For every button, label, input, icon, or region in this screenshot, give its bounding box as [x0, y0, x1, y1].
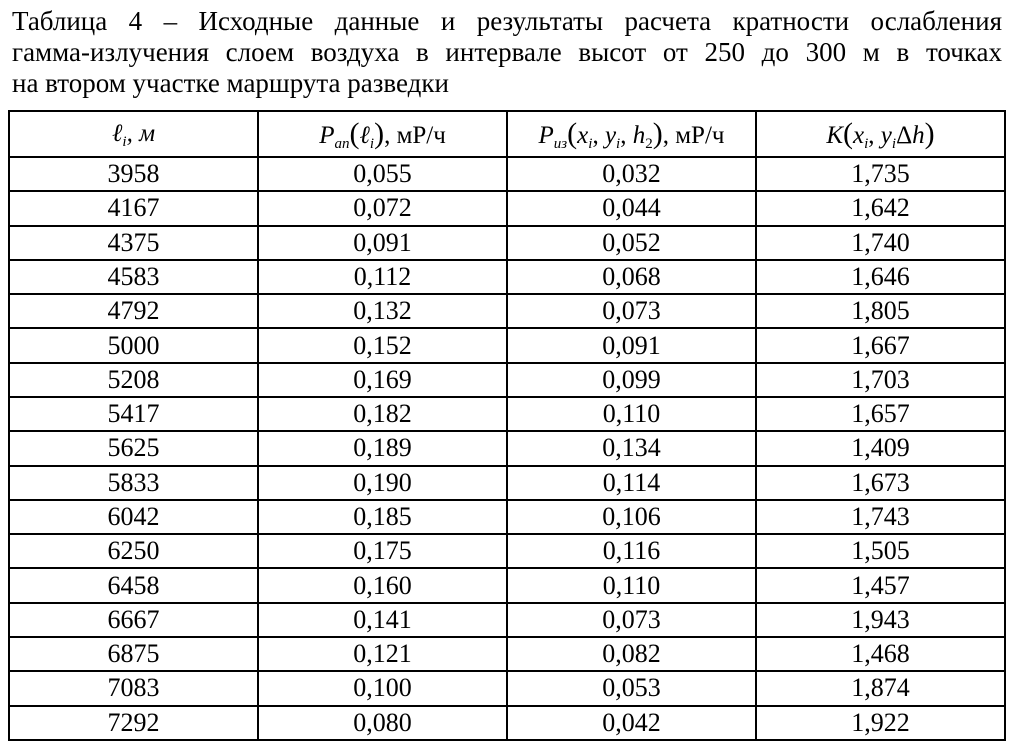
cell-attenuation: 1,409	[756, 431, 1005, 465]
cell-dose-rate-ap: 0,190	[258, 466, 507, 500]
cell-attenuation: 1,667	[756, 328, 1005, 362]
cell-distance: 6250	[9, 534, 258, 568]
table-row	[9, 191, 1005, 225]
cell-attenuation: 1,740	[756, 226, 1005, 260]
cell-distance: 6042	[9, 500, 258, 534]
table-row	[9, 671, 1005, 705]
cell-attenuation: 1,642	[756, 191, 1005, 225]
cell-attenuation: 1,922	[756, 706, 1005, 741]
cell-dose-rate-ap: 0,121	[258, 637, 507, 671]
cell-distance: 6667	[9, 603, 258, 637]
cell-attenuation: 1,874	[756, 671, 1005, 705]
table-row	[9, 226, 1005, 260]
cell-dose-rate-ap: 0,189	[258, 431, 507, 465]
cell-dose-rate-iz: 0,091	[507, 328, 756, 362]
cell-distance: 6875	[9, 637, 258, 671]
cell-dose-rate-ap: 0,055	[258, 157, 507, 191]
cell-dose-rate-ap: 0,182	[258, 397, 507, 431]
table-row	[9, 431, 1005, 465]
cell-attenuation: 1,646	[756, 260, 1005, 294]
caption-line-2: гамма-излучения слоем воздуха в интервале высот от 250 до 300 м в точках	[12, 37, 1002, 67]
cell-dose-rate-ap: 0,169	[258, 363, 507, 397]
cell-dose-rate-ap: 0,152	[258, 328, 507, 362]
header-distance: ℓ$_i$, м	[9, 111, 258, 157]
cell-attenuation: 1,943	[756, 603, 1005, 637]
table-row	[9, 397, 1005, 431]
cell-dose-rate-iz: 0,052	[507, 226, 756, 260]
data-table	[8, 110, 1006, 741]
cell-dose-rate-ap: 0,091	[258, 226, 507, 260]
cell-distance: 5000	[9, 328, 258, 362]
cell-attenuation: 1,703	[756, 363, 1005, 397]
cell-distance: 4583	[9, 260, 258, 294]
cell-dose-rate-ap: 0,100	[258, 671, 507, 705]
header-dose-rate-ap: $P_{ап}(\ell_i)$, мР/ч	[258, 111, 507, 157]
cell-dose-rate-iz: 0,114	[507, 466, 756, 500]
cell-dose-rate-iz: 0,032	[507, 157, 756, 191]
cell-dose-rate-ap: 0,175	[258, 534, 507, 568]
cell-dose-rate-iz: 0,134	[507, 431, 756, 465]
cell-distance: 5833	[9, 466, 258, 500]
cell-distance: 5625	[9, 431, 258, 465]
cell-distance: 5417	[9, 397, 258, 431]
cell-dose-rate-iz: 0,106	[507, 500, 756, 534]
cell-distance: 4167	[9, 191, 258, 225]
cell-dose-rate-ap: 0,160	[258, 568, 507, 602]
cell-distance: 4792	[9, 294, 258, 328]
cell-dose-rate-iz: 0,082	[507, 637, 756, 671]
table-row	[9, 260, 1005, 294]
table-row	[9, 328, 1005, 362]
table-row	[9, 534, 1005, 568]
cell-dose-rate-iz: 0,044	[507, 191, 756, 225]
table-row	[9, 568, 1005, 602]
header-dose-rate-iz: $P_{из}(x_i$, $y_i$, $h_2$), мР/ч	[507, 111, 756, 157]
caption-line-3: на втором участке маршрута разведки	[12, 68, 449, 98]
table-row	[9, 603, 1005, 637]
cell-distance: 7292	[9, 706, 258, 741]
cell-dose-rate-iz: 0,116	[507, 534, 756, 568]
table-row	[9, 637, 1005, 671]
cell-dose-rate-ap: 0,185	[258, 500, 507, 534]
cell-attenuation: 1,805	[756, 294, 1005, 328]
cell-dose-rate-iz: 0,068	[507, 260, 756, 294]
cell-dose-rate-iz: 0,042	[507, 706, 756, 741]
cell-attenuation: 1,457	[756, 568, 1005, 602]
cell-attenuation: 1,735	[756, 157, 1005, 191]
caption-line-1: Таблица 4 – Исходные данные и результаты расчета кратности ослабления	[12, 6, 1002, 36]
cell-dose-rate-ap: 0,112	[258, 260, 507, 294]
table-row	[9, 363, 1005, 397]
cell-dose-rate-ap: 0,132	[258, 294, 507, 328]
cell-dose-rate-iz: 0,110	[507, 397, 756, 431]
cell-distance: 3958	[9, 157, 258, 191]
table-row	[9, 157, 1005, 191]
cell-dose-rate-iz: 0,099	[507, 363, 756, 397]
table-row	[9, 500, 1005, 534]
cell-dose-rate-iz: 0,053	[507, 671, 756, 705]
cell-dose-rate-ap: 0,080	[258, 706, 507, 741]
cell-attenuation: 1,673	[756, 466, 1005, 500]
cell-distance: 6458	[9, 568, 258, 602]
cell-dose-rate-iz: 0,073	[507, 294, 756, 328]
cell-attenuation: 1,468	[756, 637, 1005, 671]
table-row	[9, 294, 1005, 328]
cell-attenuation: 1,743	[756, 500, 1005, 534]
cell-attenuation: 1,505	[756, 534, 1005, 568]
table-row	[9, 706, 1005, 741]
cell-distance: 4375	[9, 226, 258, 260]
cell-dose-rate-iz: 0,110	[507, 568, 756, 602]
table-caption	[12, 6, 1002, 99]
cell-attenuation: 1,657	[756, 397, 1005, 431]
cell-dose-rate-ap: 0,072	[258, 191, 507, 225]
table-row	[9, 466, 1005, 500]
cell-distance: 5208	[9, 363, 258, 397]
table-body	[9, 157, 1005, 740]
header-attenuation: $K(x_i$, $y_i\Delta h$)	[756, 111, 1005, 157]
cell-distance: 7083	[9, 671, 258, 705]
cell-dose-rate-ap: 0,141	[258, 603, 507, 637]
header-row	[9, 111, 1005, 157]
cell-dose-rate-iz: 0,073	[507, 603, 756, 637]
